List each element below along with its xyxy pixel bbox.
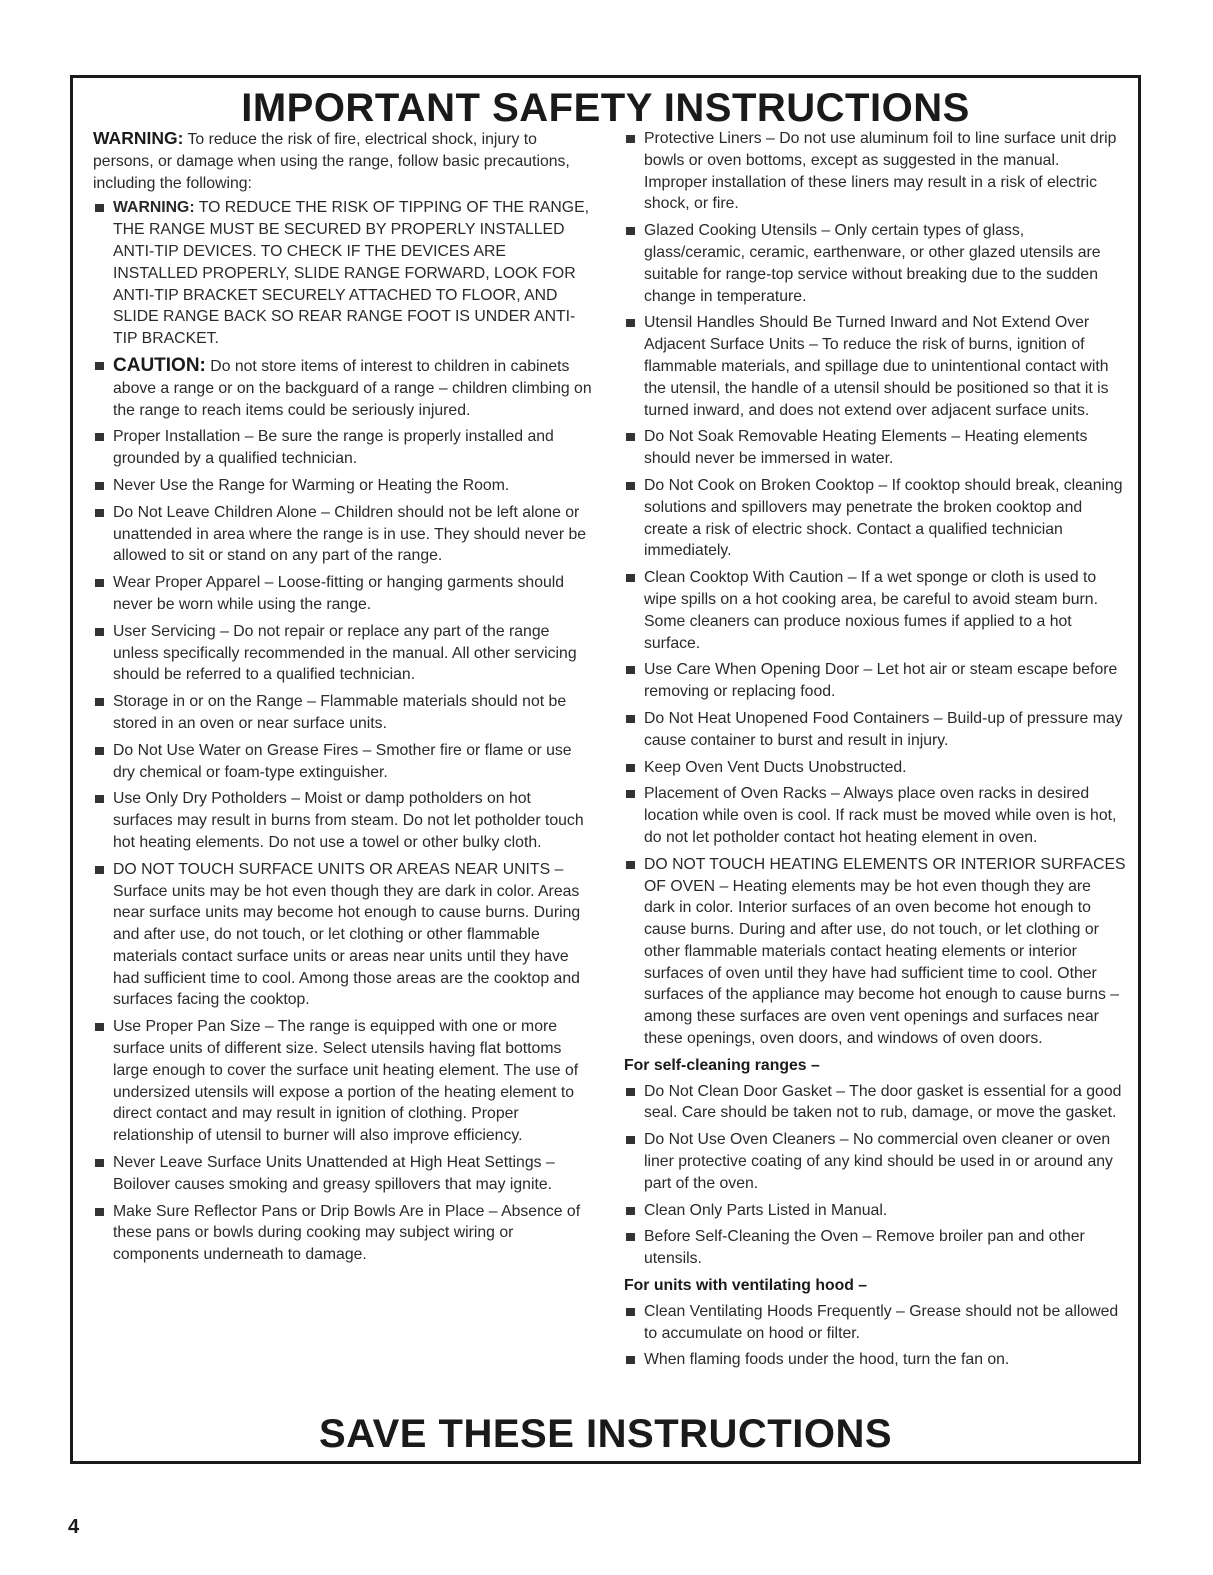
list-item: Do Not Use Water on Grease Fires – Smother fire or flame or use dry chemical or foam-type extinguisher. bbox=[93, 740, 593, 784]
page-number: 4 bbox=[68, 1516, 80, 1538]
save-instructions-title: SAVE THESE INSTRUCTIONS bbox=[318, 1412, 893, 1456]
list-item: Do Not Leave Children Alone – Children should not be left alone or unattended in area where the range is in use. They should never be allowed to sit or stand on any part of the range. bbox=[93, 502, 593, 567]
list-item: Proper Installation – Be sure the range is properly installed and grounded by a qualified technician. bbox=[93, 426, 593, 470]
list-item: Clean Cooktop With Caution – If a wet sponge or cloth is used to wipe spills on a hot cooking area, be careful to avoid steam burn. Some cleaners can produce noxious fumes if applied to a hot surface. bbox=[624, 567, 1126, 654]
ventilating-hood-list bbox=[624, 1301, 1126, 1371]
list-item: DO NOT TOUCH SURFACE UNITS OR AREAS NEAR UNITS – Surface units may be hot even though they are dark in color. Areas near surface units may become hot enough to cause burns. During and after use, do not touch, or let clothing or other flammable materials contact surface units or areas near units until they have had sufficient time to cool. Among those areas are the cooktop and surfaces facing the cooktop. bbox=[93, 859, 593, 1012]
left-instruction-list bbox=[93, 197, 593, 1266]
intro-warning-label: WARNING: bbox=[93, 128, 184, 148]
right-instruction-list bbox=[624, 128, 1126, 1050]
list-item: Before Self-Cleaning the Oven – Remove broiler pan and other utensils. bbox=[624, 1226, 1126, 1270]
list-item: Do Not Clean Door Gasket – The door gasket is essential for a good seal. Care should be taken not to rub, damage, or move the gasket. bbox=[624, 1081, 1126, 1125]
list-item: Keep Oven Vent Ducts Unobstructed. bbox=[624, 757, 1126, 779]
list-item: Protective Liners – Do not use aluminum foil to line surface unit drip bowls or oven bottoms, except as suggested in the manual. Improper installation of these liners may result in a risk of electric shock, or fire. bbox=[624, 128, 1126, 215]
self-cleaning-heading: For self-cleaning ranges – bbox=[624, 1056, 820, 1074]
safety-instructions-box bbox=[70, 75, 1141, 1464]
caution-label: CAUTION: bbox=[113, 354, 206, 376]
list-item: Do Not Cook on Broken Cooktop – If cooktop should break, cleaning solutions and spillovers may penetrate the broken cooktop and create a risk of electric shock. Contact a qualified technician immediately. bbox=[624, 475, 1126, 562]
tip-warning-label: WARNING: bbox=[113, 199, 195, 217]
list-item: DO NOT TOUCH HEATING ELEMENTS OR INTERIOR SURFACES OF OVEN – Heating elements may be hot even though they are dark in color. Interior surfaces of an oven become hot enough to cause burns. During and after use, do not touch, or let clothing or other flammable materials contact heating elements or interior surfaces of oven until they have had sufficient time to cool. Other surfaces of the appliance may become hot enough to cause burns – among these surfaces are oven vent openings and surfaces near these openings, oven doors, and windows of oven doors. bbox=[624, 854, 1126, 1050]
caution-text: Do not store items of interest to children in cabinets above a range or on the backguard of a range – children climbing on the range to reach items could be seriously injured. bbox=[113, 357, 592, 419]
list-item: When flaming foods under the hood, turn the fan on. bbox=[624, 1349, 1126, 1371]
list-item: Never Leave Surface Units Unattended at High Heat Settings – Boilover causes smoking and greasy spillovers that may ignite. bbox=[93, 1152, 593, 1196]
left-column bbox=[93, 128, 593, 1271]
intro-paragraph bbox=[93, 128, 593, 194]
list-item: Utensil Handles Should Be Turned Inward and Not Extend Over Adjacent Surface Units – To reduce the risk of burns, ignition of flammable materials, and spillage due to unintentional contact with the utensil, the handle of a utensil should be positioned so that it is turned inward, and does not extend over adjacent surface units. bbox=[624, 312, 1126, 421]
list-item: Wear Proper Apparel – Loose-fitting or hanging garments should never be worn while using the range. bbox=[93, 572, 593, 616]
list-item: Do Not Heat Unopened Food Containers – Build-up of pressure may cause container to burst and result in injury. bbox=[624, 708, 1126, 752]
page-title: IMPORTANT SAFETY INSTRUCTIONS bbox=[241, 86, 970, 130]
list-item: Glazed Cooking Utensils – Only certain types of glass, glass/ceramic, ceramic, earthenware, or other glazed utensils are suitable for range-top service without breaking due to the sudden change in temperature. bbox=[624, 220, 1126, 307]
list-item: Clean Only Parts Listed in Manual. bbox=[624, 1200, 1126, 1222]
list-item: Never Use the Range for Warming or Heating the Room. bbox=[93, 475, 593, 497]
list-item-caution bbox=[93, 355, 593, 421]
intro-text: To reduce the risk of fire, electrical shock, injury to persons, or damage when using the range, follow basic precautions, including the following: bbox=[93, 131, 570, 192]
list-item: Placement of Oven Racks – Always place oven racks in desired location while oven is cool. If rack must be moved while oven is hot, do not let potholder contact hot heating element in oven. bbox=[624, 783, 1126, 848]
list-item: Storage in or on the Range – Flammable materials should not be stored in an oven or near surface units. bbox=[93, 691, 593, 735]
list-item: Do Not Soak Removable Heating Elements – Heating elements should never be immersed in water. bbox=[624, 426, 1126, 470]
self-cleaning-list bbox=[624, 1081, 1126, 1270]
list-item: Use Only Dry Potholders – Moist or damp potholders on hot surfaces may result in burns from steam. Do not let potholder touch hot heating elements. Do not use a towel or other bulky cloth. bbox=[93, 788, 593, 853]
list-item: Clean Ventilating Hoods Frequently – Grease should not be allowed to accumulate on hood or filter. bbox=[624, 1301, 1126, 1345]
list-item-tip-warning bbox=[93, 197, 593, 350]
tip-warning-text: TO REDUCE THE RISK OF TIPPING OF THE RANGE, THE RANGE MUST BE SECURED BY PROPERLY INSTALLED ANTI-TIP DEVICES. TO CHECK IF THE DEVICES ARE INSTALLED PROPERLY, SLIDE RANGE FORWARD, LOOK FOR ANTI-TIP BRACKET SECURELY ATTACHED TO FLOOR, AND SLIDE RANGE BACK SO REAR RANGE FOOT IS UNDER ANTI-TIP BRACKET. bbox=[113, 199, 590, 348]
ventilating-hood-heading: For units with ventilating hood – bbox=[624, 1277, 868, 1295]
list-item: Do Not Use Oven Cleaners – No commercial oven cleaner or oven liner protective coating of any kind should be used in or around any part of the oven. bbox=[624, 1129, 1126, 1194]
list-item: Make Sure Reflector Pans or Drip Bowls Are in Place – Absence of these pans or bowls during cooking may subject wiring or components underneath to damage. bbox=[93, 1201, 593, 1266]
right-column bbox=[624, 128, 1126, 1376]
list-item: Use Care When Opening Door – Let hot air or steam escape before removing or replacing food. bbox=[624, 659, 1126, 703]
list-item: Use Proper Pan Size – The range is equipped with one or more surface units of different size. Select utensils having flat bottoms large enough to cover the surface unit heating element. The use of undersized utensils will expose a portion of the heating element to direct contact and may result in ignition of clothing. Proper relationship of utensil to burner will also improve efficiency. bbox=[93, 1016, 593, 1147]
list-item: User Servicing – Do not repair or replace any part of the range unless specifically recommended in the manual. All other servicing should be referred to a qualified technician. bbox=[93, 621, 593, 686]
